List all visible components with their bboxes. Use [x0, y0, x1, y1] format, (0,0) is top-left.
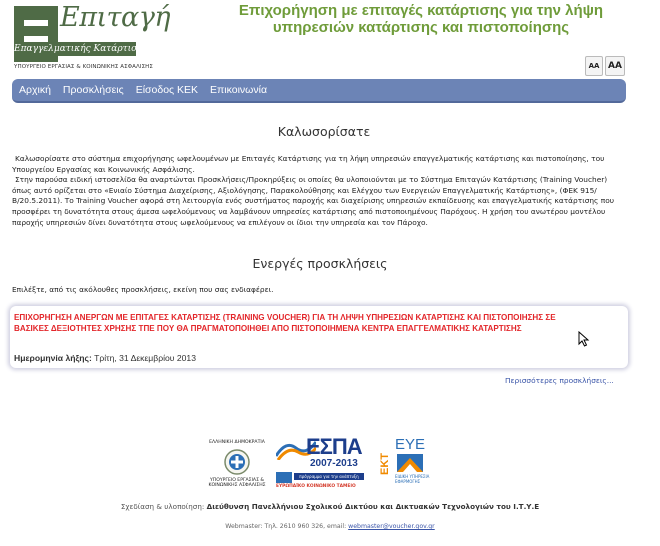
- call-title-link[interactable]: ΕΠΙΧΟΡΗΓΗΣΗ ΑΝΕΡΓΩΝ ΜΕ ΕΠΙΤΑΓΕΣ ΚΑΤΑΡΤΙΣΗΣ (TRAINING VOUCHER) ΓΙΑ ΤΗ ΛΗΨΗ ΥΠΗΡΕΣΙΩΝ ΚΑΤΑΡΤΙΣΗΣ ΚΑΙ ΠΙΣΤΟΠΟΙΗΣΗΣ ΣΕ ΒΑΣΙΚΕΣ ΔΕΞΙΟΤΗΤΕΣ ΧΡΗΣΗΣ ΤΠΕ ΠΟΥ ΘΑ ΠΡΑΓΜΑΤΟΠΟΙΗΘΕΙ ΑΠΟ ΠΙΣΤΟΠΟΙΗΜΕΝΑ ΚΕΝΤΡΑ ΕΠΑΓΓΕΛΜΑΤΙΚΗΣ ΚΑΤΑΡΤΙΣΗΣ: [14, 313, 556, 334]
- ministry-logo[interactable]: [207, 440, 267, 492]
- call-deadline-value: Τρίτη, 31 Δεκεμβρίου 2013: [94, 353, 196, 363]
- main-nav: [12, 79, 626, 103]
- eye-mark-icon: [397, 454, 423, 472]
- welcome-paragraph-2: Στην παρούσα ειδική ιστοσελίδα θα αναρτώνται Προσκλήσεις/Προκηρύξεις οι οποίες θα υλοποιούνται με το Σύστημα Επιταγών Κατάρτισης (Training Voucher) όπως αυτό ορίζεται στο «Ενιαίο Σύστημα Διαχείρισης, Αξιολόγησης, Παρακολούθησης και Ελέγχου των Ενεργειών Επαγγελματικής Κατάρτισης», (ΦΕΚ 915/Β/20.5.2011). Το Training Voucher αφορά στη λειτουργία ενός συστήματος παροχής και διαχείρισης υπηρεσιών εκπαίδευσης και επαγγελματικής κατάρτισης που προσφέρει τη δυνατότητα στους άμεσα ωφελούμενους να λαμβάνουν υπηρεσίες κατάρτισης από πιστοποιημένους Παρόχους. Η χρήση του ανωτέρου μοντέλου παροχής υπηρεσιών δίνει δυνατότητα στους ωφελούμενους να επιλέγουν οι ίδιοι την υπηρεσία και τον Πάροχο.: [12, 175, 614, 227]
- more-calls-link[interactable]: Περισσότερες προσκλήσεις...: [505, 376, 614, 385]
- ekt-eye-logo[interactable]: [379, 436, 435, 490]
- font-increase-icon: AA: [608, 61, 622, 71]
- welcome-text: [12, 154, 624, 228]
- font-decrease-button[interactable]: [585, 56, 603, 76]
- nav-item-kek-login[interactable]: Είσοδος ΚΕΚ: [135, 84, 199, 96]
- credits: [0, 502, 660, 511]
- ministry-hellenic: ΕΛΛΗΝΙΚΗ ΔΗΜΟΚΡΑΤΙΑ: [209, 440, 265, 445]
- credits-prefix: Σχεδίαση & υλοποίηση:: [120, 502, 205, 511]
- espa-fund: ΕΥΡΩΠΑΪΚΟ ΚΟΙΝΩΝΙΚΟ ΤΑΜΕΙΟ: [276, 484, 356, 489]
- eye-sub: ΕΙΔΙΚΗ ΥΠΗΡΕΣΙΑ ΕΦΑΡΜΟΓΗΣ: [395, 474, 430, 484]
- nav-item-contact[interactable]: Επικοινωνία: [210, 84, 268, 96]
- webmaster-text: Webmaster: Τηλ. 2610 960 326, email:: [225, 523, 347, 530]
- logo-band: Επαγγελματικής Κατάρτισης: [14, 44, 148, 54]
- webmaster-info: [0, 523, 660, 530]
- mouse-cursor-icon: [578, 331, 590, 347]
- site-title-line2: υπηρεσιών κατάρτισης και πιστοποίησης: [272, 19, 570, 36]
- footer-logos: [0, 432, 660, 512]
- ekt-label: ΕΚΤ: [379, 453, 391, 475]
- webmaster-email-link[interactable]: webmaster@voucher.gov.gr: [348, 523, 435, 530]
- eu-flag-icon: [276, 472, 292, 483]
- site-title: [186, 2, 656, 36]
- site-title-line1: Επιχορήγηση με επιταγές κατάρτισης για την λήψη: [238, 2, 604, 19]
- active-calls-title: Ενεργές προσκλήσεις: [252, 256, 388, 271]
- espa-word: ΕΣΠΑ: [306, 434, 362, 459]
- espa-tagline: πρόγραμμα για την ανάπτυξη: [294, 473, 364, 480]
- nav-item-home[interactable]: Αρχική: [19, 84, 51, 96]
- call-deadline-label: Ημερομηνία λήξης:: [14, 353, 92, 363]
- font-decrease-icon: AA: [588, 62, 600, 70]
- call-deadline: [14, 353, 196, 363]
- ministry-name: ΥΠΟΥΡΓΕΙΟ ΕΡΓΑΣΙΑΣ & ΚΟΙΝΩΝΙΚΗΣ ΑΣΦΑΛΙΣΗΣ: [208, 477, 266, 488]
- nav-item-calls[interactable]: Προσκλήσεις: [62, 84, 124, 96]
- welcome-title: Καλωσορίσατε: [277, 124, 371, 139]
- credits-org: Διεύθυνση Πανελλήνιου Σχολικού Δικτύου και Δικτυακών Τεχνολογιών του Ι.Τ.Υ.Ε: [206, 502, 540, 511]
- espa-years: 2007-2013: [310, 458, 358, 469]
- welcome-paragraph-1: Καλωσορίσατε στο σύστημα επιχορήγησης ωφελουμένων με Επιταγές Κατάρτισης για τη λήψη υπηρεσιών επαγγελματικής κατάρτισης και πιστοποίησης, του Υπουργείου Εργασίας και Κοινωνικής Ασφάλισης.: [12, 154, 605, 174]
- logo-ministry: ΥΠΟΥΡΓΕΙΟ ΕΡΓΑΣΙΑΣ & ΚΟΙΝΩΝΙΚΗΣ ΑΣΦΑΛΙΣΗΣ: [14, 64, 153, 70]
- header: [0, 0, 660, 78]
- font-increase-button[interactable]: [605, 56, 625, 76]
- espa-logo[interactable]: [276, 434, 364, 490]
- greek-emblem-icon: [223, 448, 251, 476]
- site-logo[interactable]: [14, 2, 171, 72]
- eye-label: ΕΥΕ: [395, 436, 426, 453]
- call-card[interactable]: [10, 306, 628, 368]
- logo-word: Επιταγή: [60, 2, 171, 33]
- active-calls-intro: Επιλέξτε, από τις ακόλουθες προσκλήσεις, εκείνη που σας ενδιαφέρει.: [12, 285, 274, 294]
